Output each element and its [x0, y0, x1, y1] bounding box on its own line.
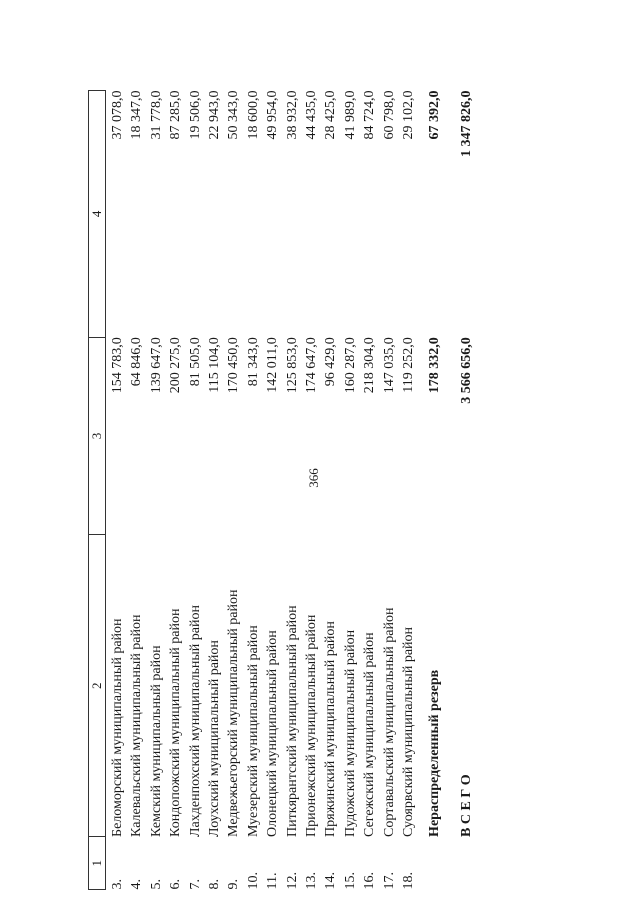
- value-col-4: 29 102,0: [401, 90, 417, 140]
- value-col-3: 147 035,0: [381, 337, 397, 394]
- row-number-empty: [451, 837, 483, 890]
- value-col-4: 18 347,0: [129, 90, 145, 140]
- value-col-4: 87 285,0: [168, 90, 184, 140]
- district-name: Сегежский муниципальный район: [362, 632, 378, 837]
- row-number: 12.: [284, 872, 300, 890]
- row-number: 18.: [401, 872, 417, 890]
- value-col-3: 218 304,0: [362, 337, 378, 394]
- district-name: Питкярантский муниципальный район: [284, 605, 300, 837]
- value-col-4: 19 506,0: [187, 90, 203, 140]
- district-name: Суоярвский муниципальный район: [401, 626, 417, 837]
- district-name: Лоухский муниципальный район: [207, 640, 223, 837]
- district-name: Кондопожский муниципальный район: [168, 608, 184, 837]
- table-row: [341, 91, 360, 890]
- district-name: Беломорский муниципальный район: [110, 618, 125, 837]
- table-row: [205, 91, 224, 890]
- value-col-3: 64 846,0: [129, 337, 145, 387]
- row-number: 16.: [362, 872, 378, 890]
- row-number: 14.: [323, 872, 339, 890]
- value-col-3: 154 783,0: [110, 337, 125, 394]
- reserve-value-col-4: 67 392,0: [426, 90, 442, 140]
- table-row: [283, 91, 302, 890]
- row-number: 5.: [148, 879, 164, 890]
- total-row: [451, 91, 483, 890]
- row-number: 7.: [187, 879, 203, 890]
- table-row: [127, 91, 146, 890]
- district-name: Медвежьегорский муниципальный район: [226, 589, 242, 837]
- value-col-3: 125 853,0: [284, 337, 300, 394]
- total-value-col-3: 3 566 656,0: [458, 337, 474, 404]
- value-col-3: 174 647,0: [304, 337, 320, 394]
- value-col-4: 38 932,0: [284, 90, 300, 140]
- row-number: 8.: [207, 879, 223, 890]
- table-row: [186, 91, 205, 890]
- table-row: [399, 91, 418, 890]
- value-col-3: 96 429,0: [323, 337, 339, 387]
- total-label: В С Е Г О: [458, 774, 474, 837]
- value-col-3: 119 252,0: [401, 337, 417, 393]
- row-number: 13.: [304, 872, 320, 890]
- value-col-4: 44 435,0: [304, 90, 320, 140]
- table-row: [380, 91, 399, 890]
- district-name: Пряжинский муниципальный район: [323, 621, 339, 837]
- header-col-1: 1: [89, 837, 106, 890]
- value-col-4: 31 778,0: [148, 90, 164, 140]
- value-col-3: 81 343,0: [245, 337, 261, 387]
- reserve-row: [419, 91, 451, 890]
- district-name: Кемский муниципальный район: [148, 645, 164, 837]
- table-row: [244, 91, 263, 890]
- district-name: Лахденпохский муниципальный район: [187, 605, 203, 837]
- value-col-4: 50 343,0: [226, 90, 242, 140]
- value-col-4: 41 989,0: [342, 90, 358, 140]
- row-number: 3.: [110, 879, 125, 890]
- value-col-3: 142 011,0: [265, 337, 281, 393]
- value-col-3: 170 450,0: [226, 337, 242, 394]
- table-row: [106, 91, 128, 890]
- header-col-3: 3: [89, 337, 106, 534]
- district-name: Муезерский муниципальный район: [245, 625, 261, 837]
- table-row: [360, 91, 379, 890]
- table-header-row: [89, 91, 106, 890]
- reserve-value-col-3: 178 332,0: [426, 337, 442, 394]
- rotated-table-container: [88, 90, 520, 890]
- table-row: [147, 91, 166, 890]
- header-col-4: 4: [89, 91, 106, 338]
- table-row: [166, 91, 185, 890]
- value-col-3: 81 505,0: [187, 337, 203, 387]
- reserve-label: Нераспределенный резерв: [426, 669, 442, 837]
- page-number: 366: [305, 468, 321, 488]
- row-number: 15.: [342, 872, 358, 890]
- row-number: 9.: [226, 879, 242, 890]
- value-col-3: 200 275,0: [168, 337, 184, 394]
- value-col-4: 49 954,0: [265, 90, 281, 140]
- value-col-4: 22 943,0: [207, 90, 223, 140]
- district-name: Пудожский муниципальный район: [342, 629, 358, 837]
- row-number: 17.: [381, 872, 397, 890]
- row-number-empty: [419, 837, 451, 890]
- total-value-col-4: 1 347 826,0: [458, 90, 474, 157]
- district-name: Калевальский муниципальный район: [129, 614, 145, 837]
- row-number: 4.: [129, 879, 145, 890]
- header-col-2: 2: [89, 535, 106, 837]
- value-col-3: 160 287,0: [342, 337, 358, 394]
- district-name: Прионежский муниципальный район: [304, 614, 320, 837]
- value-col-3: 139 647,0: [148, 337, 164, 394]
- value-col-4: 84 724,0: [362, 90, 378, 140]
- budget-table: [88, 90, 483, 890]
- row-number: 6.: [168, 879, 184, 890]
- value-col-4: 18 600,0: [245, 90, 261, 140]
- table-row: [224, 91, 243, 890]
- value-col-4: 28 425,0: [323, 90, 339, 140]
- table-row: [321, 91, 340, 890]
- value-col-4: 60 798,0: [381, 90, 397, 140]
- value-col-3: 115 104,0: [207, 337, 223, 393]
- table-row: [263, 91, 282, 890]
- district-name: Олонецкий муниципальный район: [265, 630, 281, 837]
- district-name: Сортавальский муниципальный район: [381, 607, 397, 837]
- value-col-4: 37 078,0: [110, 90, 125, 140]
- row-number: 10.: [245, 872, 261, 890]
- row-number: 11.: [265, 872, 281, 890]
- table-row: [302, 91, 321, 890]
